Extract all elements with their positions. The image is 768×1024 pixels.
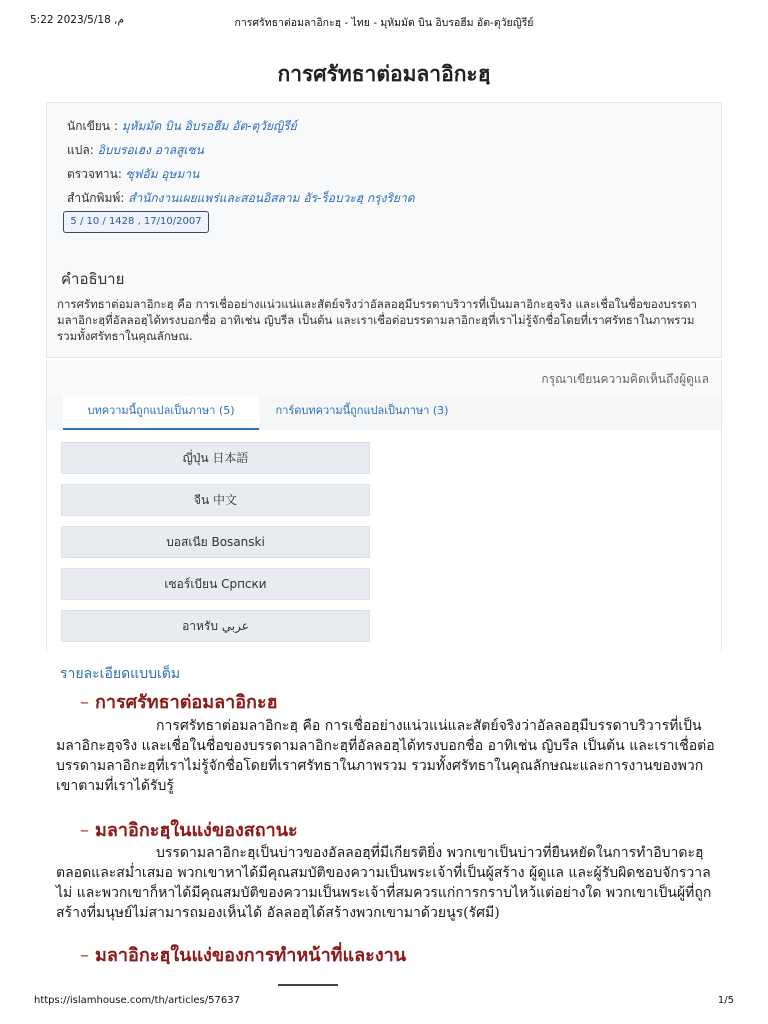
full-details-link[interactable]: รายละเอียดแบบเต็ม [60, 666, 181, 682]
cut-off-text [278, 984, 338, 986]
section-heading-text: มลาอิกะฮฺในแง่ของสถานะ [95, 820, 298, 841]
translator-label: แปล: [67, 143, 94, 157]
tab-translation-cards[interactable]: การ์ดบทความนี้ถูกแปลเป็นภาษา (3) [275, 404, 449, 417]
print-url: https://islamhouse.com/th/articles/57637 [34, 995, 240, 1006]
language-chinese-button[interactable]: จีน 中文 [61, 484, 370, 516]
dash-bullet: – [80, 692, 89, 713]
author-label: นักเขียน : [67, 119, 118, 133]
reviewer-row [67, 165, 199, 184]
page-number: 1/5 [717, 995, 734, 1006]
publisher-row [67, 189, 415, 208]
comment-row [46, 360, 722, 396]
section-heading [80, 687, 278, 716]
section-heading-text: การศรัทธาต่อมลาอิกะฮ [95, 692, 278, 713]
section-heading [80, 940, 406, 969]
language-arabic-button[interactable]: อาหรับ عربي [61, 610, 370, 642]
translator-row [67, 141, 204, 160]
article-info-box [46, 102, 722, 358]
language-bosnian-button[interactable]: บอสเนีย Bosanski [61, 526, 370, 558]
publisher-link[interactable]: สำนักงานเผยแพร่และสอนอิสลาม อัร-ร็อบวะฮฺ กรุงริยาด [128, 191, 415, 205]
dash-bullet: – [80, 945, 89, 966]
language-japanese-button[interactable]: ญี่ปุ่น 日本語 [61, 442, 370, 474]
language-list [46, 430, 722, 652]
print-header [0, 14, 768, 32]
description-text: การศรัทธาต่อมลาอิกะฮฺ คือ การเชื่ออย่างแน่วแน่และสัตย์จริงว่าอัลลอฮฺมีบรรดาบริวารที่เป็นมลาอิกะฮฺจริง และเชื่อในชื่อของบรรดามลาอิกะฮฺที่อัลลอฮฺได้ทรงบอกชื่อ อาทิเช่น ญิบรีล เป็นต้น และเราเชื่อต่อบรรดามลาอิกะฮฺที่เราไม่รู้จักชื่อโดยที่เราศรัทธาในภาพรวม รวมทั้งศรัทธาในคุณลักษณ. [57, 297, 697, 343]
author-row [67, 117, 297, 136]
print-timestamp: 5:22 2023/5/18 ,م [30, 14, 124, 26]
section-body: การศรัทธาต่อมลาอิกะฮฺ คือ การเชื่ออย่างแน่วแน่และสัตย์จริงว่าอัลลอฮฺมีบรรดาบริวารที่เป็นมลาอิกะฮฺจริง และเชื่อในชื่อของบรรดามลาอิกะฮฺที่อัลลอฮฺได้ทรงบอกชื่อ อาทิเช่น ญิบรีล เป็นต้น และเราเชื่อต่อบรรดามลาอิกะฮฺที่เราไม่รู้จักชื่อโดยที่เราศรัทธาในภาพรวม รวมทั้งศรัทธาในคุณลักษณะและการงานของพวกเขาตามที่เราได้รับรู้ [56, 718, 715, 794]
language-serbian-button[interactable]: เซอร์เบียน Српски [61, 568, 370, 600]
section-heading-text: มลาอิกะฮฺในแง่ของการทำหน้าที่และงาน [95, 945, 407, 966]
publisher-label: สำนักพิมพ์: [67, 191, 125, 205]
section-body: บรรดามลาอิกะฮฺเป็นบ่าวของอัลลอฮฺที่มีเกียรติยิ่ง พวกเขาเป็นบ่าวที่ยืนหยัดในการทำอิบาดะฮฺตลอดและสม่ำเสมอ พวกเขาหาได้มีคุณสมบัติของความเป็นพระเจ้าที่เป็นผู้สร้าง ผู้ดูแล และผู้รับผิดชอบจักรวาลไม่ และพวกเขาก็หาได้มีคุณสมบัติของความเป็นพระเจ้าที่สมควรแก่การกราบไหว้แต่อย่างใด พวกเขาเป็นผู้ที่ถูกสร้างที่มนุษย์ไม่สามารถมองเห็นได้ อัลลอฮฺได้สร้างพวกเขามาด้วยนูร(รัศมี) [56, 845, 712, 921]
translation-tabs [46, 396, 722, 430]
section-heading [80, 815, 298, 844]
reviewer-link[interactable]: ซุฟอัม อุษมาน [125, 167, 200, 181]
print-page-heading: การศรัทธาต่อมลาอิกะฮฺ - ไทย - มุหัมมัด บิน อิบรอฮีม อัต-ตุวัยญิรีย์ [234, 17, 534, 29]
comment-link[interactable]: กรุณาเขียนความคิดเห็นถึงผู้ดูแล [541, 372, 709, 386]
author-link[interactable]: มุหัมมัด บิน อิบรอฮีม อัต-ตุวัยญิรีย์ [121, 119, 297, 133]
description-heading: คำอธิบาย [61, 270, 125, 288]
dash-bullet: – [80, 820, 89, 841]
reviewer-label: ตรวจทาน: [67, 167, 122, 181]
tab-translations[interactable]: บทความนี้ถูกแปลเป็นภาษา (5) [63, 396, 259, 430]
print-footer [0, 995, 768, 1011]
translator-link[interactable]: อิบบรอเฮง อาลสูเซน [97, 143, 204, 157]
page-title: การศรัทธาต่อมลาอิกะฮฺ [277, 62, 491, 86]
date-badge: 5 / 10 / 1428 , 17/10/2007 [63, 211, 209, 233]
